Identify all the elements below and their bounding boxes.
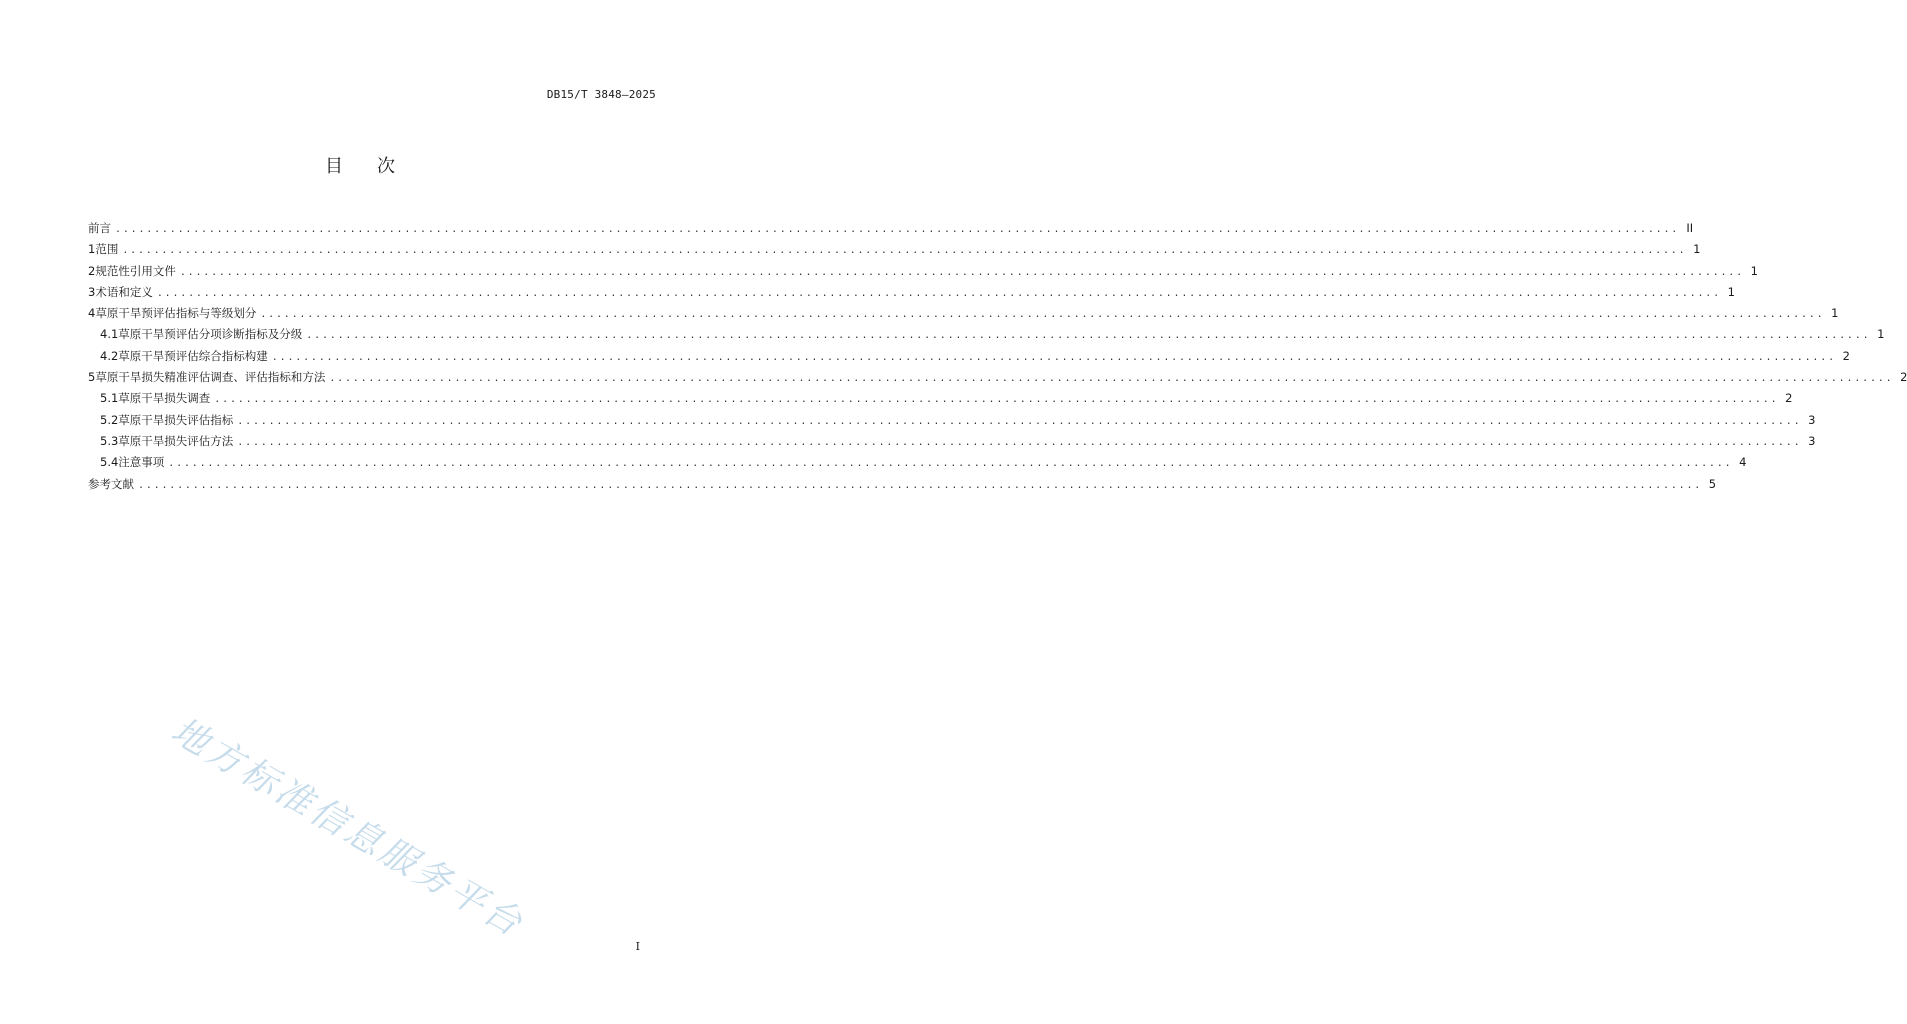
toc-entry-number: 2 — [88, 263, 96, 278]
toc-entry[interactable] — [88, 241, 1701, 262]
toc-leader-dots: ........................................................................................................................................................................................................ — [237, 436, 1802, 448]
toc-entry-label: 规范性引用文件 — [95, 263, 176, 278]
toc-entry-number: 1 — [88, 242, 96, 257]
toc-leader-dots: ........................................................................................................................................................................................................ — [214, 394, 1779, 406]
toc-entry-number: 4.2 — [100, 348, 119, 363]
table-of-contents — [88, 220, 1907, 497]
toc-entry[interactable] — [88, 412, 1816, 433]
toc-entry-label: 注意事项 — [118, 455, 165, 470]
toc-entry-label: 草原干旱损失评估指标 — [118, 412, 234, 427]
toc-entry-label: 草原干旱预评估分项诊断指标及分级 — [118, 327, 303, 342]
toc-entry-label: 草原干旱损失评估方法 — [118, 433, 234, 448]
toc-entry-label: 术语和定义 — [95, 284, 153, 299]
toc-entry[interactable] — [88, 220, 1694, 241]
toc-entry-number: 5.4 — [100, 455, 119, 470]
toc-entry-page: 1 — [1693, 242, 1701, 257]
toc-entry[interactable] — [88, 433, 1816, 454]
toc-leader-dots: ........................................................................................................................................................................................................ — [271, 351, 1836, 363]
toc-entry[interactable] — [88, 348, 1850, 369]
toc-entry[interactable] — [88, 263, 1758, 284]
toc-leader-dots: ........................................................................................................................................................................................................ — [115, 224, 1680, 235]
toc-entry-number: 5 — [88, 370, 96, 385]
toc-entry[interactable] — [88, 305, 1839, 326]
toc-entry-page: 2 — [1900, 370, 1907, 385]
toc-leader-dots: ........................................................................................................................................................................................................ — [179, 266, 1744, 278]
toc-entry-label: 前言 — [88, 221, 111, 235]
page-number: I — [635, 940, 640, 953]
toc-leader-dots: ........................................................................................................................................................................................................ — [237, 415, 1802, 427]
toc-entry-label: 草原干旱损失精准评估调查、评估指标和方法 — [95, 370, 326, 385]
toc-entry-number: 4.1 — [100, 327, 119, 342]
toc-entry[interactable] — [88, 454, 1747, 475]
title-right-char: 次 — [377, 156, 399, 177]
toc-entry-page: 1 — [1877, 327, 1885, 342]
toc-entry-page: 1 — [1750, 263, 1758, 278]
toc-leader-dots: ........................................................................................................................................................................................................ — [306, 330, 1871, 342]
toc-leader-dots: ........................................................................................................................................................................................................ — [329, 373, 1894, 385]
toc-entry-number: 4 — [88, 306, 96, 321]
watermark: 地方标准信息服务平台 — [164, 710, 532, 946]
toc-entry[interactable] — [88, 326, 1885, 347]
toc-entry-page: 2 — [1842, 348, 1850, 363]
toc-entry-number: 3 — [88, 284, 96, 299]
page-title — [0, 152, 724, 178]
toc-entry[interactable] — [88, 390, 1793, 411]
toc-leader-dots: ........................................................................................................................................................................................................ — [122, 245, 1687, 257]
toc-entry-page: 1 — [1831, 306, 1839, 321]
toc-entry-label: 草原干旱预评估综合指标构建 — [118, 348, 268, 363]
toc-leader-dots: ........................................................................................................................................................................................................ — [138, 479, 1703, 491]
toc-leader-dots: ........................................................................................................................................................................................................ — [168, 458, 1733, 470]
toc-entry-number: 5.1 — [100, 391, 119, 406]
toc-leader-dots: ........................................................................................................................................................................................................ — [156, 287, 1721, 299]
toc-entry-page: 3 — [1808, 433, 1816, 448]
toc-entry-page: II — [1686, 221, 1694, 235]
toc-entry[interactable] — [88, 369, 1907, 390]
toc-entry-page: 5 — [1708, 476, 1717, 491]
toc-entry-page: 4 — [1739, 455, 1747, 470]
document-code: DB15/T 3848—2025 — [546, 88, 656, 101]
toc-entry-number: 5.2 — [100, 412, 119, 427]
toc-entry-label: 参考文献 — [88, 476, 134, 491]
toc-entry-page: 1 — [1727, 284, 1735, 299]
toc-entry[interactable] — [88, 476, 1717, 497]
toc-entry-label: 草原干旱预评估指标与等级划分 — [95, 306, 257, 321]
toc-entry-page: 3 — [1808, 412, 1816, 427]
toc-entry-number: 5.3 — [100, 433, 119, 448]
toc-entry-label: 草原干旱损失调查 — [118, 391, 211, 406]
title-left-char: 目 — [325, 156, 347, 177]
toc-leader-dots: ........................................................................................................................................................................................................ — [260, 309, 1825, 321]
toc-entry-label: 范围 — [95, 242, 119, 257]
toc-entry[interactable] — [88, 284, 1735, 305]
toc-entry-page: 2 — [1785, 391, 1793, 406]
